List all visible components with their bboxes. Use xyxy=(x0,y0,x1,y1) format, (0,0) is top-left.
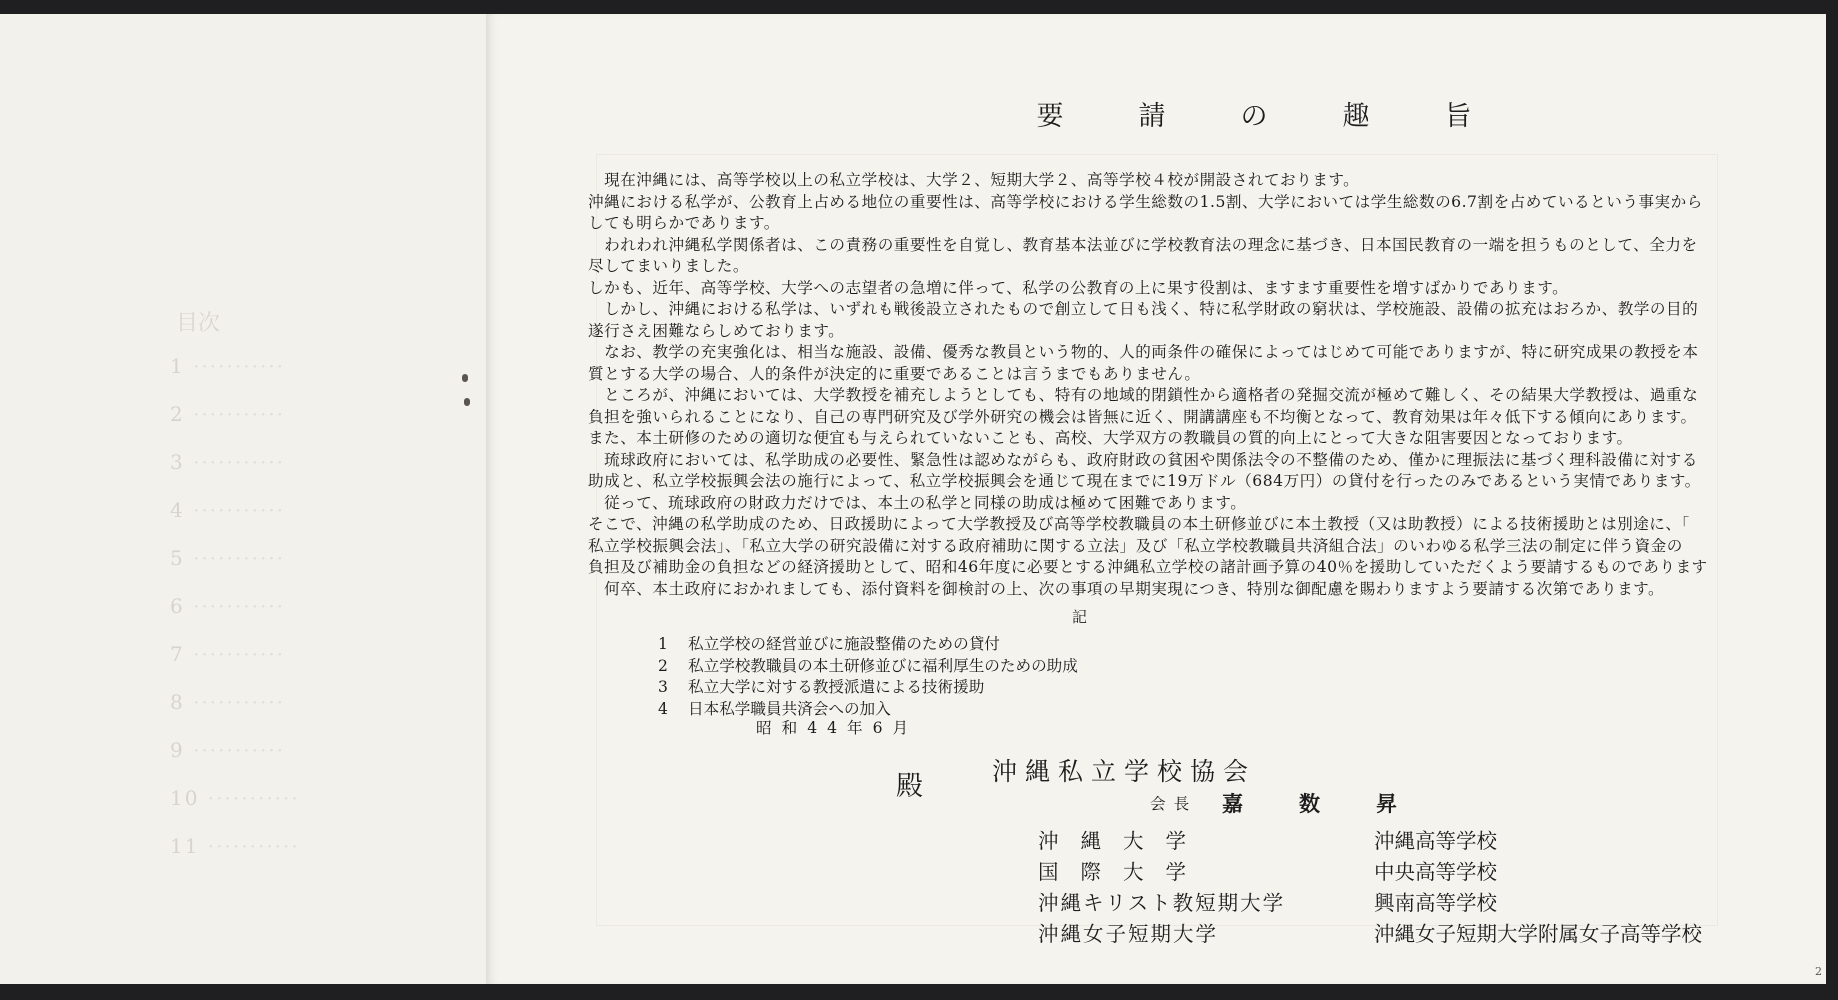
member-school: 沖縄大学 xyxy=(1038,829,1208,853)
toc-row: 10 ··········· xyxy=(170,786,300,810)
body-line: 質とする大学の場合、人的条件が決定的に重要であることは言うまでもありません。 xyxy=(588,364,1201,383)
body-line: 現在沖縄には、高等学校以上の私立学校は、大学２、短期大学２、高等学校４校が開設されております。 xyxy=(588,171,1360,189)
member-school: 国際大学 xyxy=(1038,860,1208,884)
association-name: 沖縄私立学校協会 xyxy=(992,757,1257,786)
body-line: 私立学校振興会法」、「私立大学の研究設備に対する政府補助に関する立法」及び「私立学校教職員共済組合法」のいわゆる私学三法の制定に伴う資金の xyxy=(588,536,1683,555)
toc-row: 7 ··········· xyxy=(170,642,286,666)
body-line: われわれ沖縄私学関係者は、この責務の重要性を自覚し、教育基本法並びに学校教育法の理念に基づき、日本国民教育の一端を担うものとして、全力を xyxy=(588,235,1698,254)
page-number: 2 xyxy=(1815,965,1822,978)
toc-number: 7 xyxy=(170,642,185,666)
toc-number: 11 xyxy=(170,834,200,858)
toc-row: 6 ··········· xyxy=(170,594,286,618)
member-school: 沖縄キリスト教短期大学 xyxy=(1038,891,1286,915)
request-item xyxy=(658,677,1078,699)
toc-number: 10 xyxy=(170,786,200,810)
toc-number: 3 xyxy=(170,450,185,474)
body-line: なお、教学の充実強化は、相当な施設、設備、優秀な教員という物的、人的両条件の確保によってはじめて可能でありますが、特に研究成果の教授を本 xyxy=(588,343,1699,361)
body-line: しかも、近年、高等学校、大学への志望者の急増に伴って、私学の公教育の上に果す役割は、ますます重要性を増すばかりであります。 xyxy=(588,278,1569,297)
request-items xyxy=(658,634,1078,720)
date: 昭和44年6月 xyxy=(756,719,919,737)
member-schools-right xyxy=(1374,826,1702,950)
body-line: 尽してまいりました。 xyxy=(588,257,749,275)
addressee-suffix: 殿 xyxy=(896,771,923,802)
ki-mark: 記 xyxy=(1072,608,1088,626)
toc-row: 1 ··········· xyxy=(170,354,286,378)
toc-number: 6 xyxy=(170,594,185,618)
item-number: 1 xyxy=(658,635,668,653)
member-school: 沖縄高等学校 xyxy=(1374,829,1497,853)
body-line: 従って、琉球政府の財政力だけでは、本土の私学と同様の助成は極めて困難であります。 xyxy=(588,493,1247,512)
item-text: 日本私学職員共済会への加入 xyxy=(688,699,891,718)
item-number: 3 xyxy=(658,678,668,696)
page-title: 要 請 の 趣 旨 xyxy=(1036,101,1496,132)
item-text: 私立学校の経営並びに施設整備のための貸付 xyxy=(688,635,1000,653)
member-school: 沖縄女子短期大学 xyxy=(1038,922,1218,946)
body-line: 助成と、私立学校振興会法の施行によって、私立学校振興会を通じて現在までに19万ドル（684万円）の貸付を行ったのみであるという実情であります。 xyxy=(588,472,1701,490)
member-school: 沖縄女子短期大学附属女子高等学校 xyxy=(1374,922,1702,946)
toc-row: 11 ··········· xyxy=(170,834,300,858)
request-item xyxy=(658,634,1078,656)
chair-name: 嘉数昇 xyxy=(1222,791,1453,816)
body-text xyxy=(588,170,1778,600)
body-line: 沖縄における私学が、公教育上占める地位の重要性は、高等学校における学生総数の1.5割、大学においては学生総数の6.7割を占めているという事実から xyxy=(588,192,1703,211)
body-line: 負担を強いられることになり、自己の専門研究及び学外研究の機会は皆無に近く、開講講座も不均衡となって、教育効果は年々低下する傾向にあります。 xyxy=(588,407,1697,426)
right-page xyxy=(486,14,1826,984)
body-line: 琉球政府においては、私学助成の必要性、緊急性は認めながらも、政府財政の貧困や関係法令の不整備のため、僅かに理振法に基づく理科設備に対する xyxy=(588,450,1698,469)
toc-number: 8 xyxy=(170,690,185,714)
toc-number: 9 xyxy=(170,738,185,762)
member-school: 興南高等学校 xyxy=(1374,891,1497,915)
member-school: 中央高等学校 xyxy=(1374,860,1497,884)
toc-row: 2 ··········· xyxy=(170,402,286,426)
toc-row: 8 ··········· xyxy=(170,690,286,714)
body-line: 何卒、本土政府におかれましても、添付資料を御検討の上、次の事項の早期実現につき、特別な御配慮を賜わりますよう要請する次第であります。 xyxy=(588,579,1665,598)
body-line: そこで、沖縄の私学助成のため、日政援助によって大学教授及び高等学校教職員の本土研修並びに本土教授（又は助教授）による技術援助とは別途に、「 xyxy=(588,515,1690,533)
toc-number: 1 xyxy=(170,354,185,378)
chair-role: 会長 xyxy=(1150,795,1198,813)
body-line: また、本土研修のための適切な便宜も与えられていないことも、高校、大学双方の教職員の質的向上にとって大きな阻害要因となっております。 xyxy=(588,429,1633,447)
toc-number: 4 xyxy=(170,498,185,522)
left-page xyxy=(0,14,487,984)
toc-number: 5 xyxy=(170,546,185,570)
toc-number: 2 xyxy=(170,402,185,426)
toc-row: 5 ··········· xyxy=(170,546,286,570)
body-line: ところが、沖縄においては、大学教授を補充しようとしても、特有の地域的閉鎖性から適格者の発掘交流が極めて難しく、その結果大学教授は、過重な xyxy=(588,386,1699,404)
body-line: しかし、沖縄における私学は、いずれも戦後設立されたもので創立して日も浅く、特に私学財政の窮状は、学校施設、設備の拡充はおろか、教学の目的 xyxy=(588,300,1699,318)
toc-title: 目次 xyxy=(176,311,221,336)
body-line: 遂行さえ困難ならしめております。 xyxy=(588,321,845,340)
member-schools-left xyxy=(1038,826,1285,950)
toc-row: 4 ··········· xyxy=(170,498,286,522)
body-line: しても明らかであります。 xyxy=(588,214,780,232)
body-line: 負担及び補助金の負担などの経済援助として、昭和46年度に必要とする沖縄私立学校の諸計画予算の40％を援助していただくよう要請するものであります xyxy=(588,558,1708,576)
item-text: 私立大学に対する教授派遣による技術援助 xyxy=(688,678,985,696)
toc-row: 9 ··········· xyxy=(170,738,286,762)
binding-hole xyxy=(464,398,470,406)
request-item xyxy=(658,656,1078,678)
item-number: 2 xyxy=(658,656,668,675)
binding-hole xyxy=(462,374,468,382)
item-number: 4 xyxy=(658,699,668,718)
toc-row: 3 ··········· xyxy=(170,450,286,474)
item-text: 私立学校教職員の本土研修並びに福利厚生のための助成 xyxy=(688,656,1078,675)
